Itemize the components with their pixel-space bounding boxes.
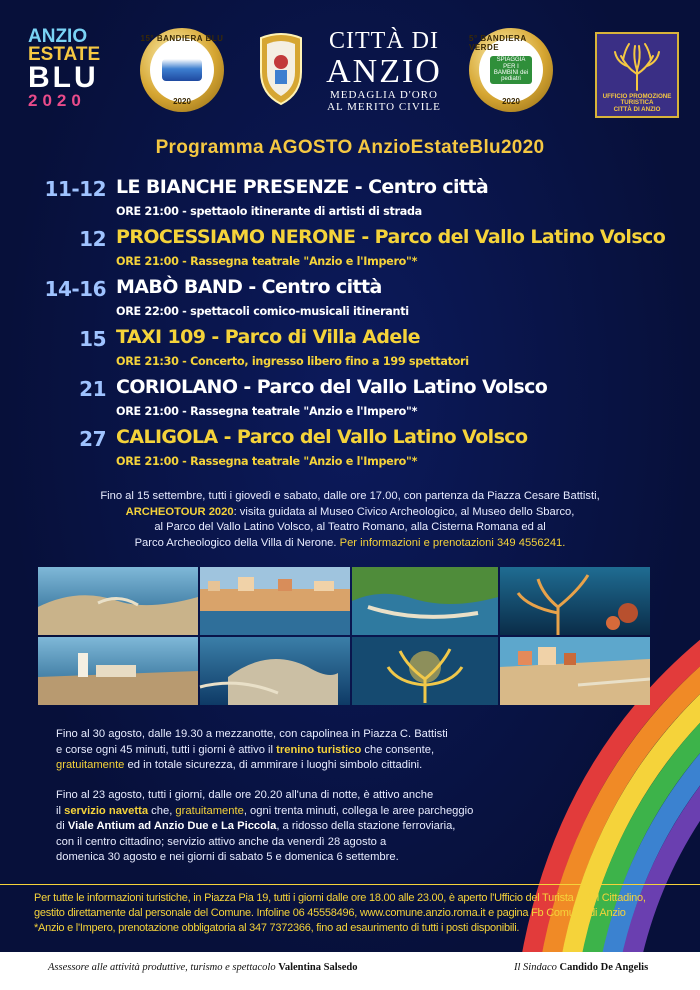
event-subtitle: ORE 22:00 - spettacoli comico-musicali itineranti <box>116 305 409 318</box>
bandiera-verde-medal: 5° BANDIERA VERDE SPIAGGIA PER I BAMBINI dei pediatri 2020 <box>469 28 553 112</box>
event-subtitle: ORE 21:00 - Rassegna teatrale "Anzio e l'Impero"* <box>116 255 418 268</box>
event-subtitle: ORE 21:00 - Rassegna teatrale "Anzio e l'Impero"* <box>116 455 418 468</box>
header <box>0 18 700 118</box>
event-row <box>0 177 700 227</box>
event-subtitle: ORE 21:00 - spettaolo itinerante di artisti di strada <box>116 205 422 218</box>
event-title: MABÒ BAND - Centro città <box>116 276 382 298</box>
photo-beach-village <box>500 637 650 705</box>
sindaco-signature: Il Sindaco Candido De Angelis <box>514 962 649 973</box>
archeotour-phone: Per informazioni e prenotazioni 349 4556241. <box>339 536 566 549</box>
footer-info: Per tutte le informazioni turistiche, in Piazza Pia 19, tutti i giorni dalle ore 18.00 alle 23.00, è aperto l'Ufficio del Turista e del Cittadino, gestito direttamente dal personale del Comune. Infoline 06 45558496, www.comune.anzio.roma.it e pagina Fb Comune di Anzio *Anzio e l'Impero, prenotazione obbligatoria al 347 7372366, fino ad esaurimento di tutti i posti disponibili. <box>0 884 700 944</box>
event-date: 27 <box>79 427 106 451</box>
event-row <box>0 427 700 477</box>
navetta-highlight: servizio navetta <box>64 804 149 817</box>
event-row <box>0 277 700 327</box>
event-title: LE BIANCHE PRESENZE - Centro città <box>116 176 489 198</box>
blue-flag-icon <box>162 59 202 81</box>
archeotour-paragraph: Fino al 15 settembre, tutti i giovedì e sabato, dalle ore 17.00, con partenza da Piazza Cesare Battisti, ARCHEOTOUR 2020: visita guidata al Museo Civico Archeologico, al Museo dello Sbarco, al Parco del Vallo Latino Volsco, al Teatro Romano, alla Cisterna Romana ed al Parco Archeologico della Villa di Nerone. Per informazioni e prenotazioni 349 4556241. <box>100 490 600 549</box>
bandiera-blu-medal: 15° BANDIERA BLU 2020 <box>140 28 224 112</box>
photo-rocky-bay <box>200 637 350 705</box>
trenino-highlight: trenino turistico <box>276 743 362 756</box>
event-date: 11-12 <box>44 177 106 201</box>
photo-underwater-coral <box>500 567 650 635</box>
event-row <box>0 227 700 277</box>
program-title: Programma AGOSTO AnzioEstateBlu2020 <box>155 137 545 158</box>
event-title: CORIOLANO - Parco del Vallo Latino Volsco <box>116 376 548 398</box>
event-date: 21 <box>79 377 106 401</box>
event-row <box>0 327 700 377</box>
citta-di-anzio-title: CITTÀ DI ANZIO MEDAGLIA D'ORO AL MERITO CIVILE <box>326 28 442 113</box>
photo-collage <box>38 567 650 705</box>
event-title: CALIGOLA - Parco del Vallo Latino Volsco <box>116 426 528 448</box>
ufficio-promozione-logo: UFFICIO PROMOZIONE TURISTICA CITTÀ DI ANZIO <box>595 32 679 118</box>
event-title: PROCESSIAMO NERONE - Parco del Vallo Latino Volsco <box>116 226 666 248</box>
trenino-paragraph: Fino al 30 agosto, dalle 19.30 a mezzanotte, con capolinea in Piazza C. Battisti e corse ogni 45 minuti, tutti i giorni è attivo il trenino turistico che consente, gratuitamente ed in totale sicurezza, di ammirare i luoghi simbolo cittadini. <box>56 728 448 771</box>
archeotour-name: ARCHEOTOUR 2020 <box>125 505 234 518</box>
event-row <box>0 377 700 427</box>
photo-lighthouse <box>38 637 198 705</box>
photo-green-cove <box>352 567 498 635</box>
navetta-paragraph: Fino al 23 agosto, tutti i giorni, dalle ore 20.20 all'una di notte, è attivo anche il servizio navetta che, gratuitamente, ogni trenta minuti, collega le aree parcheggio di Viale Antium ad Anzio Due e La Piccola, a ridosso della stazione ferroviaria, con il centro cittadino; servizio attivo anche da venerdì 28 agosto a domenica 30 agosto e nei giorni di sabato 5 e domenica 6 settembre. <box>56 789 474 863</box>
event-date: 15 <box>79 327 106 351</box>
anzio-crest-icon <box>253 32 309 106</box>
event-subtitle: ORE 21:30 - Concerto, ingresso libero fino a 199 spettatori <box>116 355 469 368</box>
photo-sea-fan <box>352 637 498 705</box>
photo-harbour-town <box>200 567 350 635</box>
green-flag-icon: SPIAGGIA PER I BAMBINI dei pediatri <box>490 56 532 84</box>
event-title: TAXI 109 - Parco di Villa Adele <box>116 326 420 348</box>
navetta-places: Viale Antium ad Anzio Due e La Piccola <box>67 820 277 832</box>
event-date: 12 <box>79 227 106 251</box>
event-date: 14-16 <box>44 277 106 301</box>
signatures-bar <box>0 952 700 990</box>
free-label: gratuitamente <box>175 804 244 817</box>
event-subtitle: ORE 21:00 - Rassegna teatrale "Anzio e l'Impero"* <box>116 405 418 418</box>
free-label: gratuitamente <box>56 759 125 771</box>
coral-icon <box>609 40 665 92</box>
photo-coastline-aerial <box>38 567 198 635</box>
anzio-estate-blu-logo: ANZIO ESTATE BLU 2020 <box>28 26 101 110</box>
medal-blu-inner <box>150 38 214 102</box>
assessore-signature: Assessore alle attività produttive, turismo e spettacolo Valentina Salsedo <box>48 962 358 973</box>
